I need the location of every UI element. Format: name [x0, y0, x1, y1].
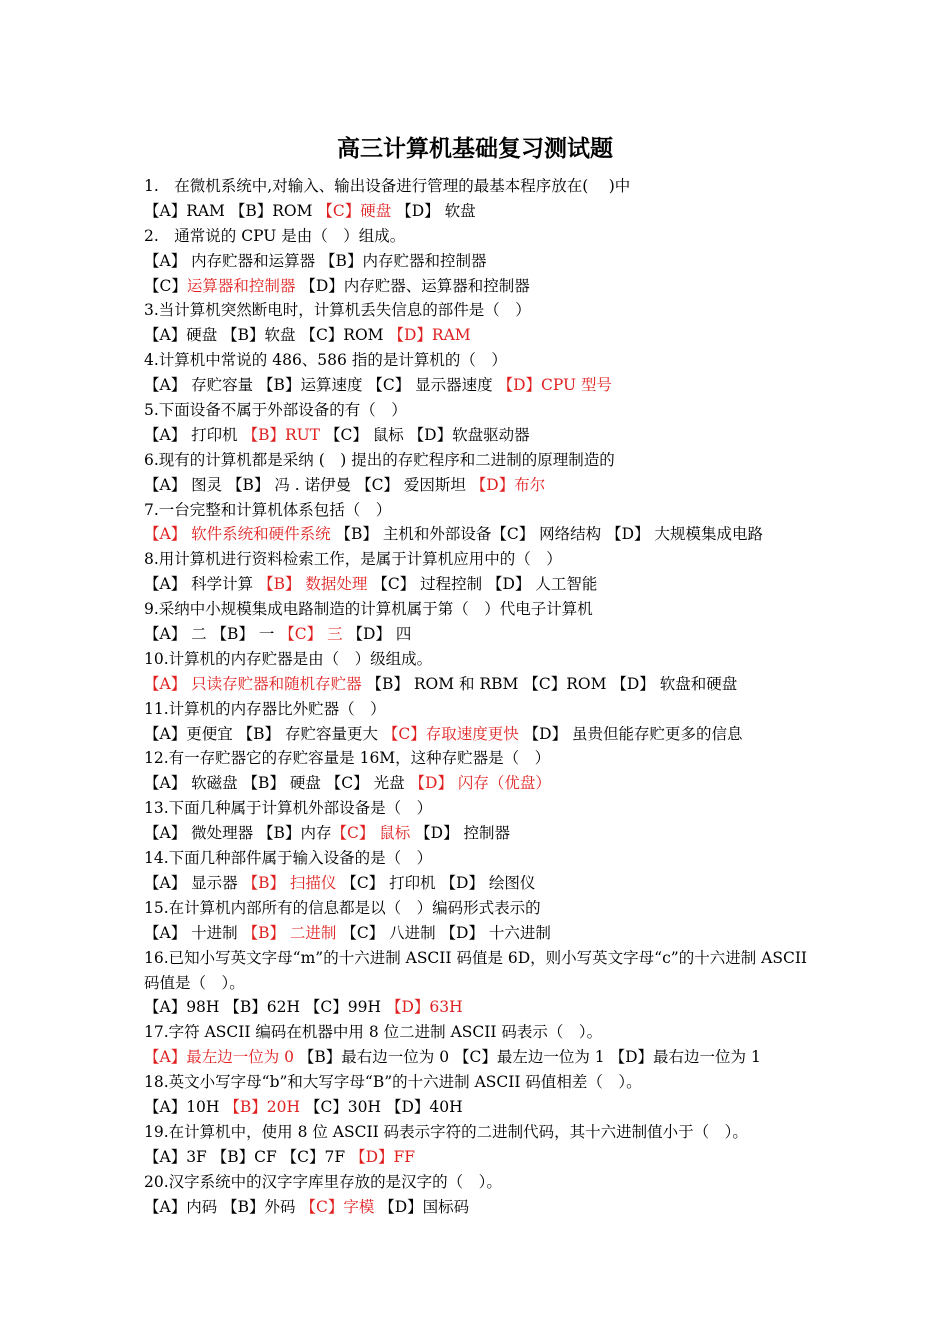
correct-answer: 【B】 数据处理: [258, 575, 368, 594]
answer-options: [144, 249, 824, 274]
question-text: 3.当计算机突然断电时，计算机丢失信息的部件是（ ）: [144, 301, 531, 320]
option-text: 【A】更便宜 【B】 存贮容量更大: [144, 724, 383, 743]
question-text: 8.用计算机进行资料检索工作，是属于计算机应用中的（ ）: [144, 550, 562, 569]
option-text: 【A】 存贮容量 【B】运算速度 【C】 显示器速度: [144, 376, 498, 395]
answer-options: [144, 199, 824, 224]
option-text: 【C】: [144, 276, 187, 295]
question-text: 11.计算机的内存器比外贮器（ ）: [144, 699, 386, 718]
option-text: 【A】硬盘 【B】软盘 【C】ROM: [144, 326, 389, 345]
option-text: 【D】国标码: [374, 1197, 470, 1216]
answer-options: [144, 821, 824, 846]
option-text: 【D】 控制器: [410, 824, 511, 843]
question-text: 1. 在微机系统中,对输入、输出设备进行管理的最基本程序放在( )中: [144, 177, 631, 195]
answer-options: [144, 921, 824, 946]
question-text: 17.字符 ASCII 编码在机器中用 8 位二进制 ASCII 码表示（ ）。: [144, 1023, 603, 1042]
correct-answer: 【A】 软件系统和硬件系统: [144, 525, 331, 544]
correct-answer: 【B】 扫描仪: [242, 873, 337, 892]
option-text: 【A】 十进制: [144, 923, 243, 942]
option-text: 【A】3F 【B】CF 【C】7F: [144, 1147, 351, 1166]
correct-answer: 【B】RUT: [242, 425, 321, 444]
correct-answer: 【B】 二进制: [242, 923, 337, 942]
answer-options: [144, 672, 824, 697]
answer-options: [144, 572, 824, 597]
correct-answer: 【D】布尔: [470, 475, 546, 494]
option-text: 【C】30H 【D】40H: [300, 1097, 463, 1116]
answer-options: [144, 522, 824, 547]
option-text: 【A】RAM 【B】ROM: [144, 201, 318, 220]
correct-answer: 【C】 鼠标: [331, 824, 411, 843]
option-text: 【B】 主机和外部设备【C】 网络结构 【D】 大规模集成电路: [330, 525, 763, 544]
option-text: 【B】 ROM 和 RBM 【C】ROM 【D】 软盘和硬盘: [361, 674, 738, 693]
option-text: 【D】 软盘: [391, 201, 476, 220]
option-text: 【A】 显示器: [144, 873, 243, 892]
answer-options: [144, 274, 824, 299]
option-text: 【A】 科学计算: [144, 575, 259, 594]
option-text: 【A】 图灵 【B】 冯 . 诺伊曼 【C】 爱因斯坦: [144, 475, 471, 494]
option-text: 【A】 打印机: [144, 425, 243, 444]
question-text: 2. 通常说的 CPU 是由（ ）组成。: [144, 226, 406, 245]
answer-options: [144, 1045, 824, 1070]
correct-answer: 运算器和控制器: [186, 276, 296, 295]
correct-answer: 【A】 只读存贮器和随机存贮器: [144, 674, 362, 693]
correct-answer: 【D】 闪存（优盘）: [409, 774, 551, 793]
question-text: 16.已知小写英文字母“m”的十六进制 ASCII 码值是 6D，则小写英文字母“c”的十六进制 ASCII 码值是（ ）。: [144, 948, 808, 992]
answer-options: [144, 1095, 824, 1120]
answer-options: [144, 871, 824, 896]
question-text: 12.有一存贮器它的存贮容量是 16M，这种存贮器是（ ）: [144, 749, 551, 768]
question-text: 13.下面几种属于计算机外部设备是（ ）: [144, 799, 433, 818]
answer-options: [144, 373, 824, 398]
answer-options: [144, 423, 824, 448]
question-text: 5.下面设备不属于外部设备的有（ ）: [144, 401, 407, 420]
option-text: 【C】 鼠标 【D】软盘驱动器: [320, 425, 530, 444]
question-text: 7.一台完整和计算机体系包括（ ）: [144, 500, 392, 519]
correct-answer: 【C】字模: [300, 1197, 375, 1216]
option-text: 【A】10H: [144, 1097, 225, 1116]
answer-options: [144, 722, 824, 747]
question-text: 18.英文小写字母“b”和大写字母“B”的十六进制 ASCII 码值相差（ ）。: [144, 1073, 642, 1092]
question-text: 10.计算机的内存贮器是由（ ）级组成。: [144, 649, 433, 668]
option-text: 【D】内存贮器、运算器和控制器: [295, 276, 530, 295]
option-text: 【A】 内存贮器和运算器 【B】内存贮器和控制器: [144, 251, 487, 270]
correct-answer: 【A】最左边一位为 0: [144, 1048, 294, 1067]
question-text: 4.计算机中常说的 486、586 指的是计算机的（ ）: [144, 351, 507, 370]
answer-options: [144, 771, 824, 796]
question-text: 6.现有的计算机都是采纳 ( ) 提出的存贮程序和二进制的原理制造的: [144, 450, 615, 469]
answer-options: [144, 323, 824, 348]
option-text: 【D】 四: [342, 625, 412, 644]
option-text: 【B】最右边一位为 0 【C】最左边一位为 1 【D】最右边一位为 1: [293, 1048, 761, 1067]
correct-answer: 【C】硬盘: [317, 201, 392, 220]
option-text: 【C】 过程控制 【D】 人工智能: [367, 575, 598, 594]
correct-answer: 【D】RAM: [388, 326, 471, 345]
option-text: 【A】98H 【B】62H 【C】99H: [144, 998, 386, 1017]
option-text: 【C】 八进制 【D】 十六进制: [336, 923, 551, 942]
question-text: 20.汉字系统中的汉字字库里存放的是汉字的（ ）。: [144, 1172, 502, 1191]
question-text: 15.在计算机内部所有的信息都是以（ ）编码形式表示的: [144, 898, 541, 917]
answer-options: [144, 995, 824, 1020]
correct-answer: 【B】20H: [224, 1097, 301, 1116]
answer-options: [144, 1195, 824, 1220]
correct-answer: 【D】63H: [385, 998, 463, 1017]
answer-options: [144, 473, 824, 498]
question-text: 19.在计算机中，使用 8 位 ASCII 码表示字符的二进制代码，其十六进制值小于（ ）。: [144, 1122, 748, 1141]
correct-answer: 【D】CPU 型号: [497, 376, 613, 395]
correct-answer: 【C】存取速度更快: [382, 724, 519, 743]
page-title: 高三计算机基础复习测试题: [337, 135, 613, 162]
question-text: 14.下面几种部件属于输入设备的是（ ）: [144, 849, 433, 868]
option-text: 【A】 软磁盘 【B】 硬盘 【C】 光盘: [144, 774, 410, 793]
question-list: [144, 174, 824, 1219]
option-text: 【C】 打印机 【D】 绘图仪: [336, 873, 536, 892]
answer-options: [144, 1145, 824, 1170]
option-text: 【A】 二 【B】 一: [144, 625, 280, 644]
answer-options: [144, 622, 824, 647]
option-text: 【D】 虽贵但能存贮更多的信息: [518, 724, 743, 743]
option-text: 【A】内码 【B】外码: [144, 1197, 301, 1216]
correct-answer: 【D】FF: [350, 1147, 416, 1166]
option-text: 【A】 微处理器 【B】内存: [144, 824, 332, 843]
question-text: 9.采纳中小规模集成电路制造的计算机属于第（ ）代电子计算机: [144, 600, 593, 619]
correct-answer: 【C】 三: [279, 625, 343, 644]
